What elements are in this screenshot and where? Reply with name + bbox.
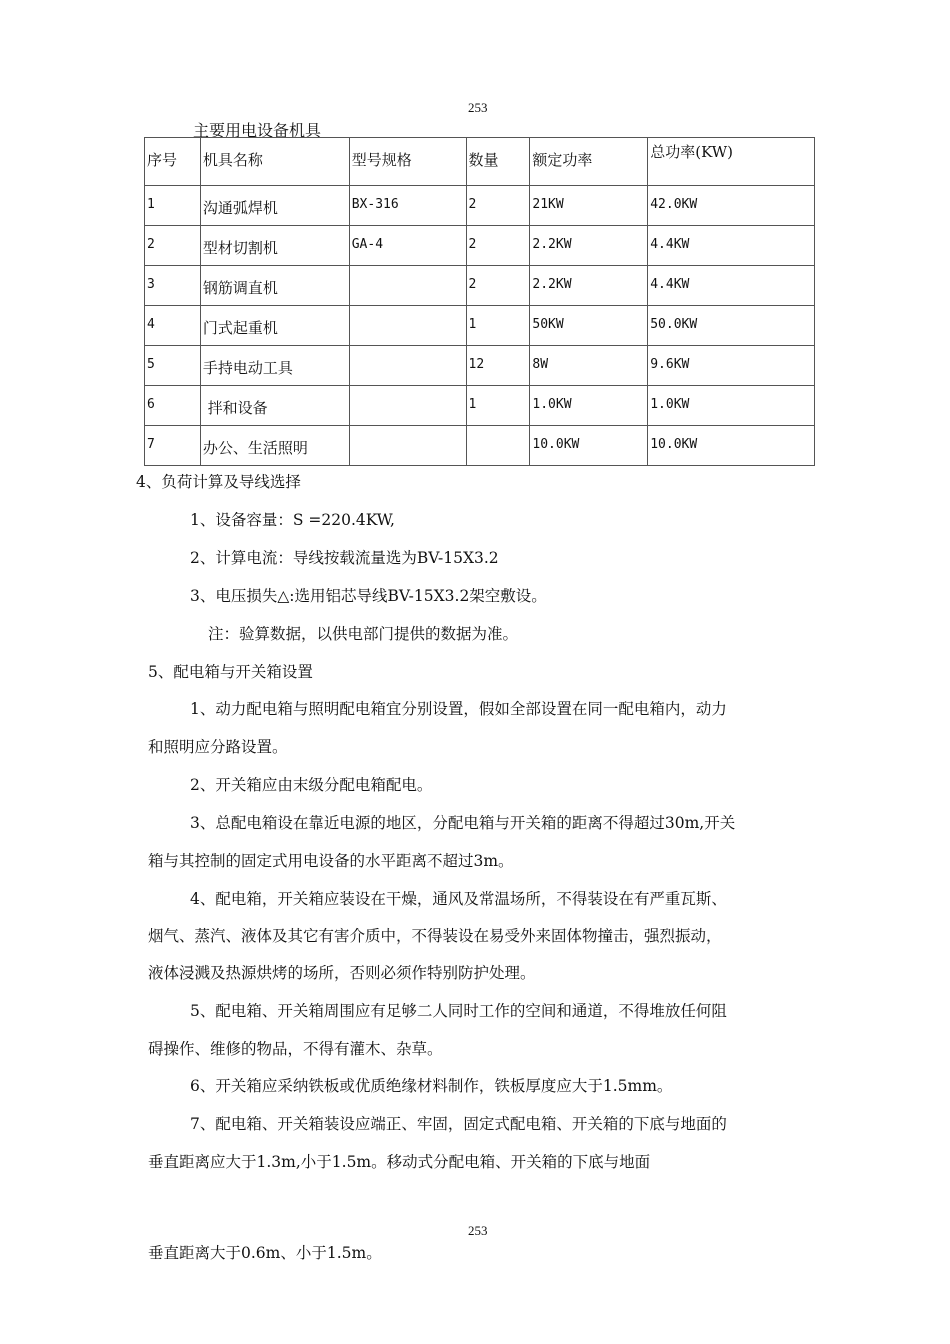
table-row bbox=[145, 386, 815, 426]
table-cell bbox=[349, 346, 466, 386]
section-4-note: 注：验算数据，以供电部门提供的数据为准。 bbox=[208, 625, 519, 643]
header-cell: 总功率(KW) bbox=[648, 138, 815, 186]
page-number-top: 253 bbox=[468, 100, 488, 115]
table-cell: 办公、生活照明 bbox=[200, 426, 349, 466]
table-cell: 2 bbox=[466, 266, 530, 306]
header-cell: 序号 bbox=[145, 138, 201, 186]
table-cell: 4 bbox=[145, 306, 201, 346]
table-cell: 手持电动工具 bbox=[200, 346, 349, 386]
section-4-item-1: 1、设备容量：S =220.4KW, bbox=[190, 511, 395, 529]
header-cell: 机具名称 bbox=[200, 138, 349, 186]
tail-line: 垂直距离大于0.6m、小于1.5m。 bbox=[148, 1244, 382, 1262]
table-cell: 型材切割机 bbox=[200, 226, 349, 266]
table-cell: 2 bbox=[466, 186, 530, 226]
table-cell: 50.0KW bbox=[648, 306, 815, 346]
header-cell: 数量 bbox=[466, 138, 530, 186]
table-cell: 2 bbox=[466, 226, 530, 266]
table-cell: 门式起重机 bbox=[200, 306, 349, 346]
table-cell: 42.0KW bbox=[648, 186, 815, 226]
table-cell: 1 bbox=[145, 186, 201, 226]
table-cell: 10.0KW bbox=[648, 426, 815, 466]
page-number-bottom: 253 bbox=[468, 1223, 488, 1238]
table-row bbox=[145, 306, 815, 346]
table-caption: 主要用电设备机具 bbox=[193, 121, 322, 140]
table-cell: 8W bbox=[530, 346, 648, 386]
table-cell: 12 bbox=[466, 346, 530, 386]
paragraph-line: 4、配电箱，开关箱应装设在干燥，通风及常温场所，不得装设在有严重瓦斯、 bbox=[190, 890, 727, 908]
paragraph-line: 7、配电箱、开关箱装设应端正、牢固，固定式配电箱、开关箱的下底与地面的 bbox=[190, 1115, 727, 1133]
table-cell: 4.4KW bbox=[648, 266, 815, 306]
table-row bbox=[145, 346, 815, 386]
table-cell: 拌和设备 bbox=[200, 386, 349, 426]
table-cell: 6 bbox=[145, 386, 201, 426]
table-cell bbox=[349, 386, 466, 426]
equipment-table bbox=[144, 137, 815, 466]
table-cell: 3 bbox=[145, 266, 201, 306]
table-cell: 1 bbox=[466, 306, 530, 346]
paragraph-line: 2、开关箱应由末级分配电箱配电。 bbox=[190, 776, 433, 794]
table-cell: GA-4 bbox=[349, 226, 466, 266]
section-5-heading: 5、配电箱与开关箱设置 bbox=[148, 663, 313, 681]
table-row bbox=[145, 426, 815, 466]
section-4-item-3: 3、电压损失△:选用铝芯导线BV-15X3.2架空敷设。 bbox=[190, 587, 547, 605]
paragraph-line: 液体浸溅及热源烘烤的场所，否则必须作特别防护处理。 bbox=[148, 964, 536, 982]
table-cell: 10.0KW bbox=[530, 426, 648, 466]
paragraph-line: 5、配电箱、开关箱周围应有足够二人同时工作的空间和通道，不得堆放任何阻 bbox=[190, 1002, 727, 1020]
table-cell: 7 bbox=[145, 426, 201, 466]
table-cell bbox=[466, 426, 530, 466]
table-cell bbox=[349, 426, 466, 466]
header-cell: 型号规格 bbox=[349, 138, 466, 186]
table-cell: 1 bbox=[466, 386, 530, 426]
table-cell: 沟通弧焊机 bbox=[200, 186, 349, 226]
paragraph-line: 1、动力配电箱与照明配电箱宜分别设置，假如全部设置在同一配电箱内，动力 bbox=[190, 700, 727, 718]
table-cell bbox=[349, 266, 466, 306]
table-cell: 1.0KW bbox=[530, 386, 648, 426]
table-row bbox=[145, 186, 815, 226]
table-row bbox=[145, 266, 815, 306]
table-header-row bbox=[145, 138, 815, 186]
table-cell: 1.0KW bbox=[648, 386, 815, 426]
table-cell: 21KW bbox=[530, 186, 648, 226]
paragraph-line: 6、开关箱应采纳铁板或优质绝缘材料制作，铁板厚度应大于1.5mm。 bbox=[190, 1077, 673, 1095]
table-cell: BX-316 bbox=[349, 186, 466, 226]
table-cell: 50KW bbox=[530, 306, 648, 346]
paragraph-line: 垂直距离应大于1.3m,小于1.5m。移动式分配电箱、开关箱的下底与地面 bbox=[148, 1153, 651, 1171]
paragraph-line: 3、总配电箱设在靠近电源的地区，分配电箱与开关箱的距离不得超过30m,开关 bbox=[190, 814, 736, 832]
paragraph-line: 碍操作、维修的物品，不得有灌木、杂草。 bbox=[148, 1040, 443, 1058]
table-cell: 2 bbox=[145, 226, 201, 266]
table-cell: 4.4KW bbox=[648, 226, 815, 266]
table-row bbox=[145, 226, 815, 266]
table-cell: 钢筋调直机 bbox=[200, 266, 349, 306]
paragraph-line: 箱与其控制的固定式用电设备的水平距离不超过3m。 bbox=[148, 852, 514, 870]
table-cell: 5 bbox=[145, 346, 201, 386]
table-cell bbox=[349, 306, 466, 346]
table-cell: 9.6KW bbox=[648, 346, 815, 386]
header-cell: 额定功率 bbox=[530, 138, 648, 186]
table-cell: 2.2KW bbox=[530, 266, 648, 306]
section-4-item-2: 2、计算电流：导线按载流量选为BV-15X3.2 bbox=[190, 549, 499, 567]
paragraph-line: 和照明应分路设置。 bbox=[148, 738, 288, 756]
table-cell: 2.2KW bbox=[530, 226, 648, 266]
paragraph-line: 烟气、蒸汽、液体及其它有害介质中，不得装设在易受外来固体物撞击，强烈振动， bbox=[148, 927, 722, 945]
section-4-heading: 4、负荷计算及导线选择 bbox=[136, 473, 301, 491]
